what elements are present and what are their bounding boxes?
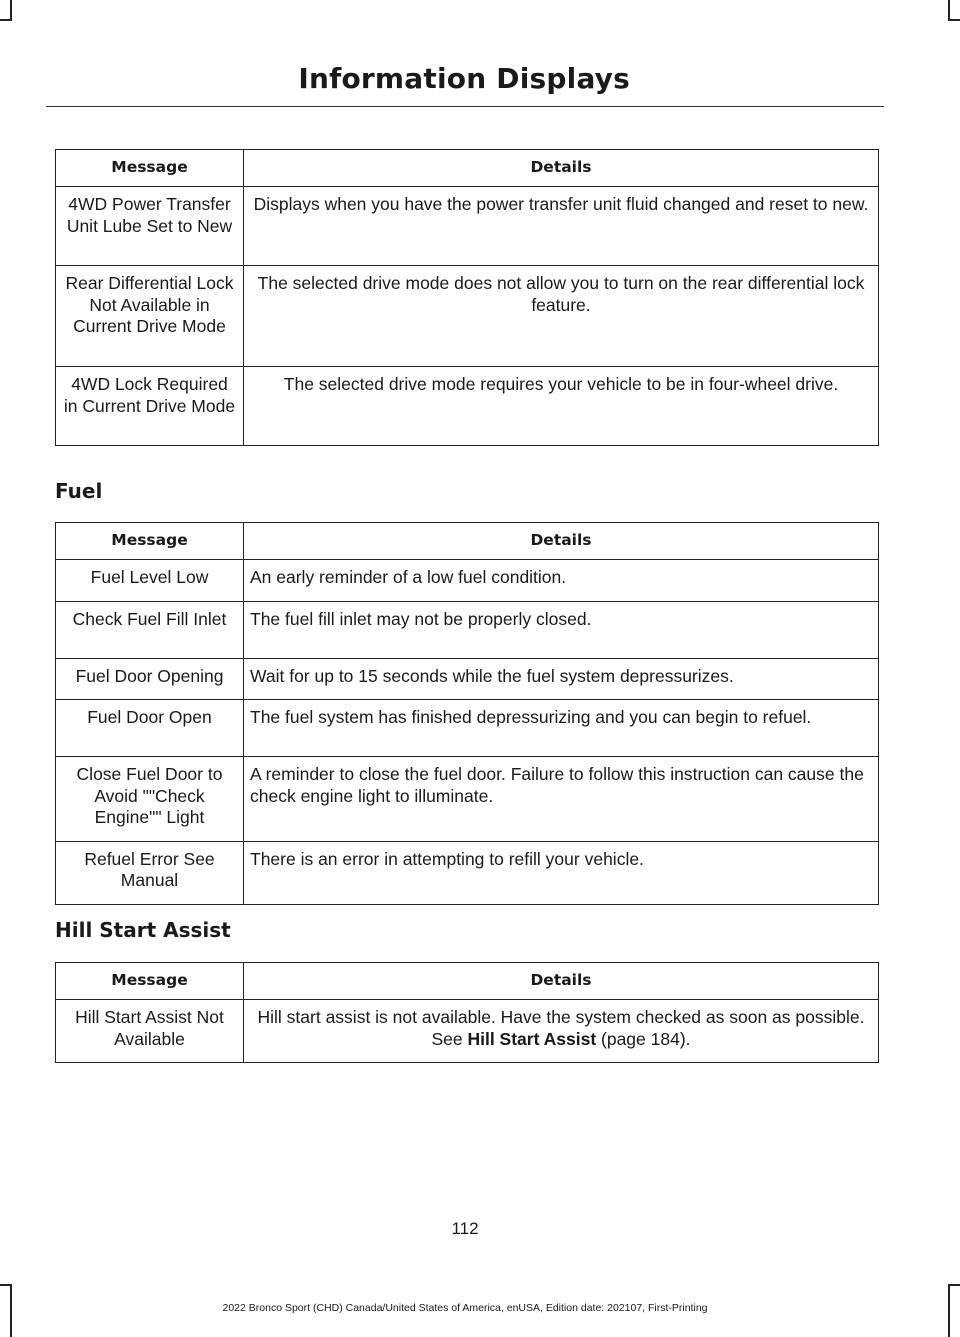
page-number: 112: [451, 1219, 479, 1238]
table-row: [56, 1000, 879, 1063]
crop-mark: [948, 0, 950, 20]
crop-mark: [948, 19, 960, 21]
message-cell: Fuel Level Low: [56, 560, 244, 602]
cross-reference-link[interactable]: Hill Start Assist: [467, 1028, 597, 1049]
details-cell: The selected drive mode requires your vehicle to be in four-wheel drive.: [244, 367, 879, 446]
message-cell: Close Fuel Door to Avoid ""Check Engine"" Light: [56, 757, 244, 842]
table-row: [56, 367, 879, 446]
table-header-row: [56, 963, 879, 1000]
message-cell: Fuel Door Open: [56, 700, 244, 757]
table-row: [56, 841, 879, 904]
section-heading-fuel: Fuel: [55, 479, 103, 503]
table-row: [56, 266, 879, 367]
crop-mark: [948, 1284, 950, 1337]
column-header-details: Details: [244, 150, 879, 187]
details-cell: An early reminder of a low fuel condition.: [244, 560, 879, 602]
message-table-hill-start-assist: [55, 962, 879, 1063]
table-header-row: [56, 150, 879, 187]
message-cell: Fuel Door Opening: [56, 658, 244, 700]
crop-mark: [948, 1284, 960, 1286]
column-header-details: Details: [244, 523, 879, 560]
title-divider: [46, 106, 884, 107]
section-heading-hill-start-assist: Hill Start Assist: [55, 918, 231, 942]
message-cell: Check Fuel Fill Inlet: [56, 601, 244, 658]
table-row: [56, 560, 879, 602]
column-header-message: Message: [56, 150, 244, 187]
details-cell: Wait for up to 15 seconds while the fuel system depressurizes.: [244, 658, 879, 700]
message-cell: 4WD Power Transfer Unit Lube Set to New: [56, 187, 244, 266]
table-row: [56, 757, 879, 842]
table-row: [56, 700, 879, 757]
message-table-drivetrain: [55, 149, 879, 446]
table-header-row: [56, 523, 879, 560]
column-header-message: Message: [56, 963, 244, 1000]
crop-mark: [10, 0, 12, 20]
column-header-details: Details: [244, 963, 879, 1000]
table-row: [56, 658, 879, 700]
details-cell: The selected drive mode does not allow you to turn on the rear differential lock feature.: [244, 266, 879, 367]
table-row: [56, 187, 879, 266]
details-text: Hill start assist is not available. Have the system checked as soon as possible. See: [257, 1007, 875, 1049]
details-cell: [244, 1000, 879, 1063]
crop-mark: [0, 19, 12, 21]
message-cell: Refuel Error See Manual: [56, 841, 244, 904]
message-table-fuel: [55, 522, 879, 905]
footer-edition-info: 2022 Bronco Sport (CHD) Canada/United States of America, enUSA, Edition date: 202107, First-Printing: [222, 1302, 708, 1314]
details-cell: The fuel fill inlet may not be properly closed.: [244, 601, 879, 658]
details-cell: The fuel system has finished depressurizing and you can begin to refuel.: [244, 700, 879, 757]
message-cell: 4WD Lock Required in Current Drive Mode: [56, 367, 244, 446]
details-cell: A reminder to close the fuel door. Failure to follow this instruction can cause the check engine light to illuminate.: [244, 757, 879, 842]
column-header-message: Message: [56, 523, 244, 560]
message-cell: Rear Differential Lock Not Available in Current Drive Mode: [56, 266, 244, 367]
page-reference: (page 184).: [596, 1028, 691, 1049]
message-cell: Hill Start Assist Not Available: [56, 1000, 244, 1063]
table-row: [56, 601, 879, 658]
page-title: Information Displays: [298, 62, 630, 95]
crop-mark: [0, 1284, 12, 1286]
details-cell: There is an error in attempting to refill your vehicle.: [244, 841, 879, 904]
details-cell: Displays when you have the power transfer unit fluid changed and reset to new.: [244, 187, 879, 266]
